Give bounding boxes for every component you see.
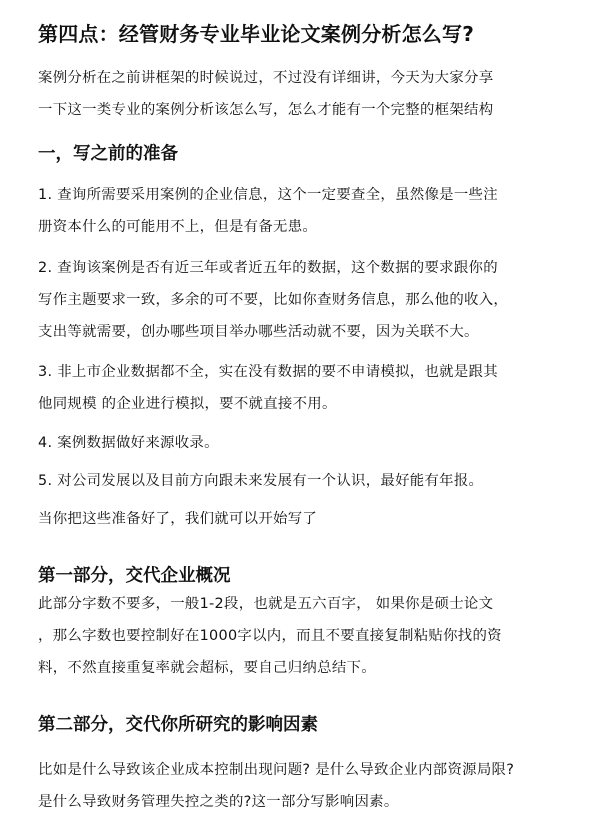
paragraph-line: 料，不然直接重复率就会超标，要自己归纳总结下。 xyxy=(38,660,376,676)
list-item-line: 写作主题要求一致，多余的可不要，比如你查财务信息，那么他的收入， xyxy=(38,292,509,308)
paragraph-line: ，那么字数也要控制好在1000字以内，而且不要直接复制粘贴你找的资 xyxy=(38,628,502,644)
article-title: 第四点：经管财务专业毕业论文案例分析怎么写? xyxy=(38,22,475,46)
section-heading-influencing-factors: 第二部分，交代你所研究的影响因素 xyxy=(38,715,318,735)
intro-line: 案例分析在之前讲框架的时候说过，不过没有详细讲，今天为大家分享 xyxy=(38,70,494,86)
list-item-line: 1. 查询所需要采用案例的企业信息，这个一定要查全，虽然像是一些注 xyxy=(38,187,498,203)
paragraph-line: 比如是什么导致该企业成本控制出现问题? 是什么导致企业内部资源局限? xyxy=(38,762,515,778)
intro-paragraph xyxy=(38,62,578,126)
list-item-3 xyxy=(38,356,578,420)
section-heading-company-overview: 第一部分，交代企业概况 xyxy=(38,566,231,586)
list-item-2 xyxy=(38,252,578,348)
list-item-line: 4. 案例数据做好来源收录。 xyxy=(38,435,219,451)
paragraph-line: 此部分字数不要多，一般1-2段，也就是五六百字， 如果你是硕士论文 xyxy=(38,596,494,612)
list-item-line: 2. 查询该案例是否有近三年或者近五年的数据，这个数据的要求跟你的 xyxy=(38,260,498,276)
intro-line: 一下这一类专业的案例分析该怎么写，怎么才能有一个完整的框架结构 xyxy=(38,102,494,118)
company-overview-paragraph xyxy=(38,588,578,684)
list-item-5 xyxy=(38,465,578,497)
list-item-line: 他同规模 的企业进行模拟，要不就直接不用。 xyxy=(38,396,337,412)
list-item-1 xyxy=(38,179,578,243)
list-item-line: 册资本什么的可能用不上，但是有备无患。 xyxy=(38,219,318,235)
influencing-factors-paragraph xyxy=(38,754,578,818)
list-item-line: 支出等就需要，创办哪些项目举办哪些活动就不要，因为关联不大。 xyxy=(38,324,479,340)
list-item-line: 5. 对公司发展以及目前方向跟未来发展有一个认识，最好能有年报。 xyxy=(38,473,484,489)
paragraph-line: 是什么导致财务管理失控之类的?这一部分写影响因素。 xyxy=(38,794,399,810)
list-item-line: 3. 非上市企业数据都不全，实在没有数据的要不申请模拟，也就是跟其 xyxy=(38,364,498,380)
list-item-4 xyxy=(38,427,578,459)
section-heading-preparation: 一，写之前的准备 xyxy=(38,144,178,164)
preparation-closing xyxy=(38,503,578,535)
closing-line: 当你把这些准备好了，我们就可以开始写了 xyxy=(38,511,318,527)
